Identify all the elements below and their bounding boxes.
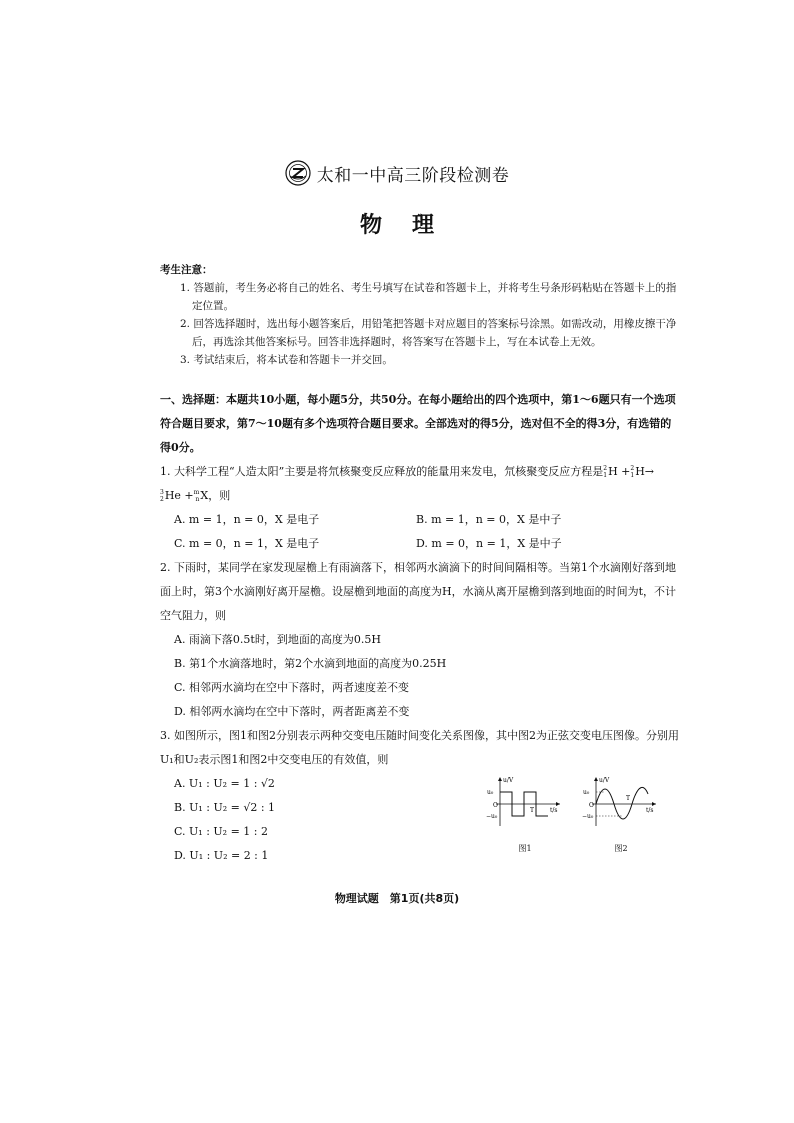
subject-title: 物理 bbox=[359, 213, 464, 238]
svg-text:u/V: u/V bbox=[503, 777, 514, 784]
notice-item-1: 1. 答题前，考生务必将自己的姓名、考生号填写在试卷和答题卡上，并将考生号条形码粘贴在答题卡上的指定位置。 bbox=[180, 282, 677, 312]
exam-title: 太和一中高三阶段检测卷 bbox=[316, 165, 510, 186]
notice-item-2: 2. 回答选择题时，选出每小题答案后，用铅笔把答题卡对应题目的答案标号涂黑。如需改动，用橡皮擦干净后，再选涂其他答案标号。回答非选择题时，将答案写在答题卡上，写在本试卷上无效。 bbox=[180, 318, 677, 348]
question-1-stem: 1. 大科学工程“人造太阳”主要是将氘核聚变反应释放的能量用来发电，氘核聚变反应方程是 2 1 H + 2 1 H→ 3 2 He + m n X，则 bbox=[160, 465, 655, 503]
svg-text:u₀: u₀ bbox=[487, 789, 494, 796]
svg-text:−u₀: −u₀ bbox=[582, 813, 594, 820]
option-2c: C. 相邻两水滴均在空中下落时，两者速度差不变 bbox=[174, 681, 410, 694]
figure-2 bbox=[582, 774, 660, 853]
svg-text:t/s: t/s bbox=[646, 807, 654, 814]
option-3a: A. U₁ : U₂ = 1 : √2 bbox=[174, 777, 275, 790]
square-wave-graph bbox=[486, 774, 564, 830]
option-2a: A. 雨滴下落0.5t时，到地面的高度为0.5H bbox=[174, 633, 381, 646]
question-3-stem: 3. 如图所示，图1和图2分别表示两种交变电压随时间变化关系图像，其中图2为正弦交变电压图像。分别用U₁和U₂表示图1和图2中交变电压的有效值，则 bbox=[160, 729, 679, 766]
svg-text:T: T bbox=[626, 795, 631, 802]
question-2 bbox=[160, 556, 680, 724]
notice-item-3: 3. 考试结束后，将本试卷和答题卡一并交回。 bbox=[180, 354, 393, 366]
svg-text:O: O bbox=[493, 802, 498, 809]
option-2d: D. 相邻两水滴均在空中下落时，两者距离差不变 bbox=[174, 705, 410, 718]
question-1 bbox=[160, 460, 680, 556]
notice-title: 考生注意： bbox=[160, 264, 213, 276]
section-heading: 一、选择题：本题共10小题，每小题5分，共50分。在每小题给出的四个选项中，第1～6题只有一个选项符合题目要求，第7～10题有多个选项符合题目要求。全部选对的得5分，选对但不全的得3分，有选错的得0分。 bbox=[160, 393, 676, 454]
svg-text:T: T bbox=[530, 807, 535, 814]
question-3 bbox=[160, 724, 680, 868]
option-1a: A. m = 1，n = 0，X 是电子 bbox=[174, 513, 320, 526]
section-choice bbox=[160, 388, 680, 868]
option-1b: B. m = 1，n = 0，X 是中子 bbox=[416, 513, 562, 526]
option-3b: B. U₁ : U₂ = √2 : 1 bbox=[174, 801, 276, 814]
figure-2-label: 图2 bbox=[614, 844, 628, 853]
option-3c: C. U₁ : U₂ = 1 : 2 bbox=[174, 825, 268, 838]
option-3d: D. U₁ : U₂ = 2 : 1 bbox=[174, 849, 269, 862]
exam-header bbox=[0, 160, 794, 190]
notice-block bbox=[160, 261, 680, 369]
svg-text:O: O bbox=[589, 802, 594, 809]
svg-text:t/s: t/s bbox=[550, 807, 558, 814]
figure-1 bbox=[486, 774, 564, 853]
school-logo-icon bbox=[285, 160, 311, 186]
page-footer: 物理试题 第1页(共8页) bbox=[334, 892, 460, 905]
option-2b: B. 第1个水滴落地时，第2个水滴到地面的高度为0.25H bbox=[174, 657, 447, 670]
option-1c: C. m = 0，n = 1，X 是电子 bbox=[174, 537, 320, 550]
figure-1-label: 图1 bbox=[518, 844, 532, 853]
sine-wave-graph bbox=[582, 774, 660, 830]
option-1d: D. m = 0，n = 1，X 是中子 bbox=[416, 537, 562, 550]
figures bbox=[486, 774, 666, 853]
svg-text:u₀: u₀ bbox=[583, 789, 590, 796]
question-2-stem: 2. 下雨时，某同学在家发现屋檐上有雨滴落下，相邻两水滴滴下的时间间隔相等。当第1个水滴刚好落到地面上时，第3个水滴刚好离开屋檐。设屋檐到地面的高度为H，水滴从离开屋檐到落到地面的时间为t，不计空气阻力，则 bbox=[160, 561, 677, 622]
svg-text:u/V: u/V bbox=[599, 777, 610, 784]
svg-text:−u₀: −u₀ bbox=[486, 813, 498, 820]
